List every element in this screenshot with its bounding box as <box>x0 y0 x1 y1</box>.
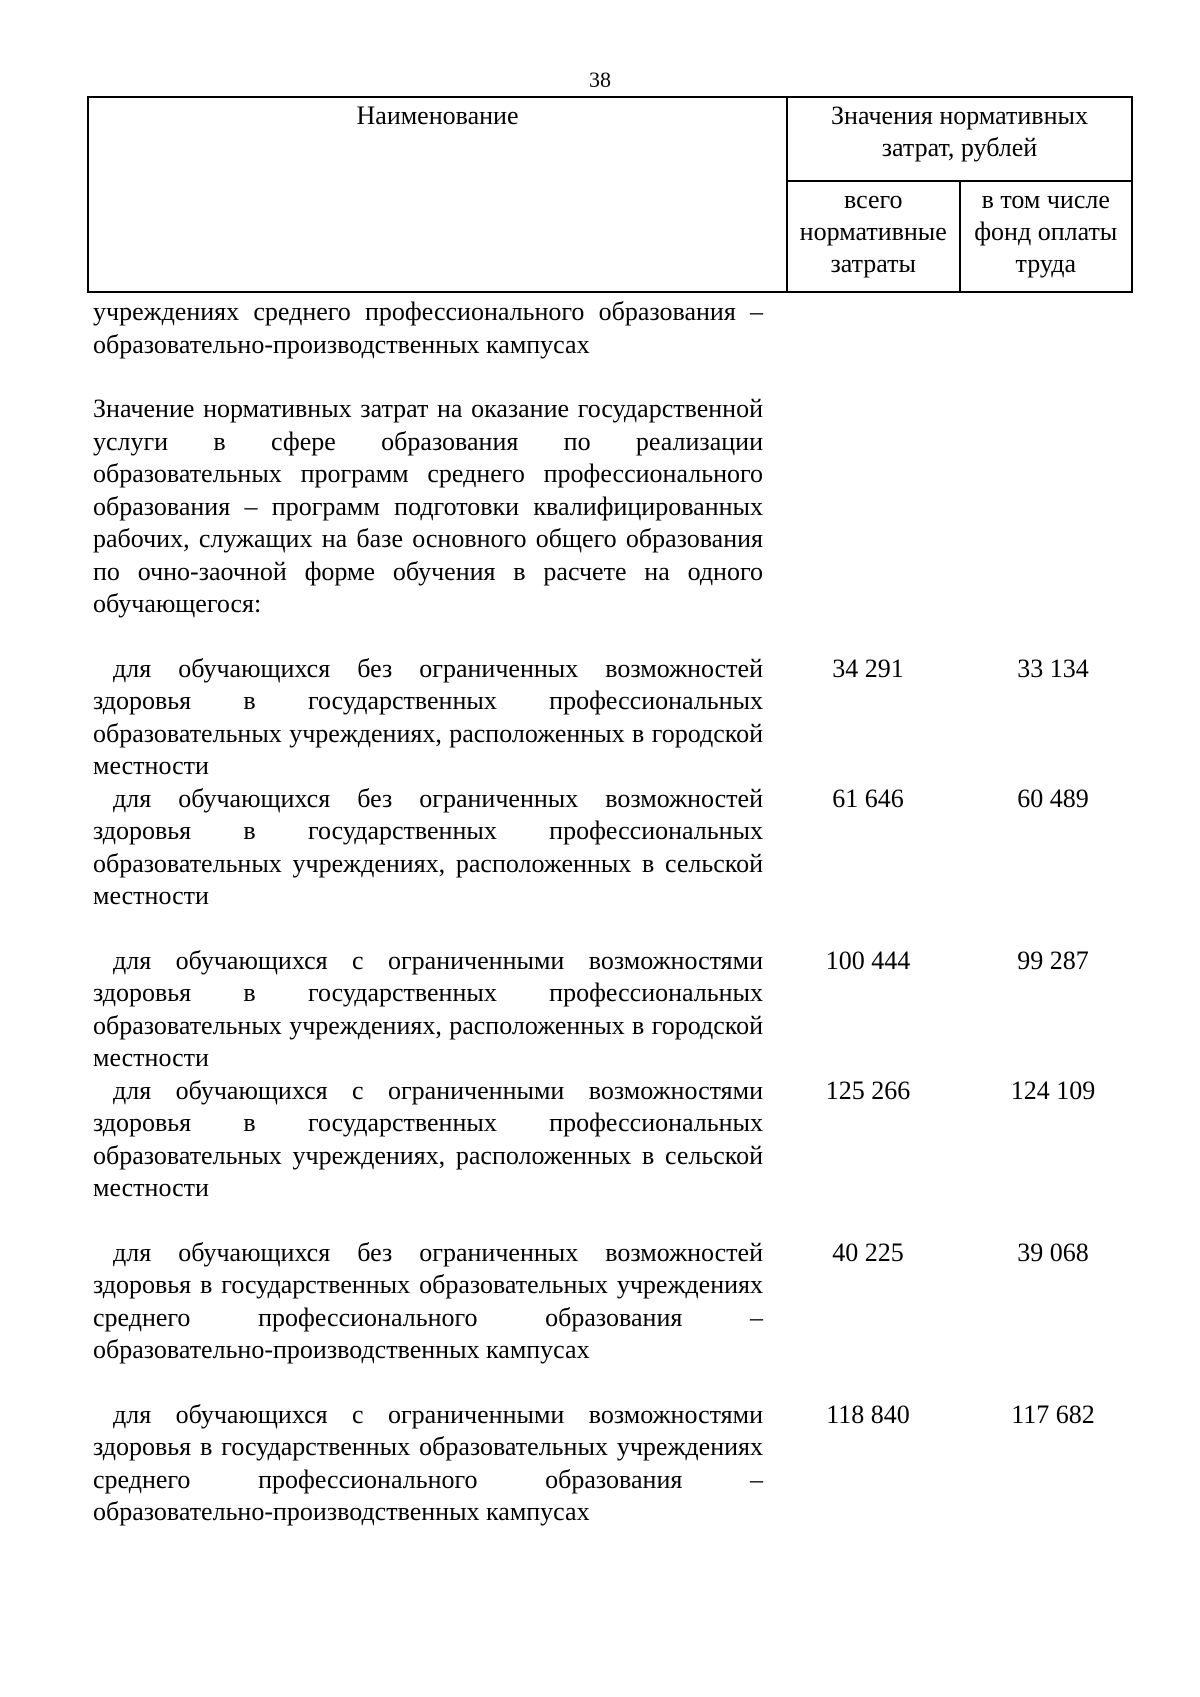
row-fot-value: 99 287 <box>1017 945 1089 975</box>
header-name-cell: Наименование <box>88 97 787 292</box>
section-heading-row <box>93 393 1133 621</box>
table-row <box>93 1075 1133 1205</box>
row-fot-value: 117 682 <box>1011 1399 1095 1429</box>
header-values-group-cell: Значения нормативных затрат, рублей <box>787 97 1132 181</box>
table-row <box>93 945 1133 1075</box>
row-fot-value: 124 109 <box>1010 1075 1096 1105</box>
row-description: для обучающихся без ограниченных возможностей здоровья в государственных образовательных учреждениях среднего профессионального образования – образовательно-производственных кампусах <box>93 1237 763 1364</box>
section-heading: Значение нормативных затрат на оказание государственной услуги в сфере образования по реализации образовательных программ среднего профессионального образования – программ подготовки квалифицированных рабочих, служащих на базе основного общего образования по очно-заочной форме обучения в расчете на одного обучающегося: <box>93 394 763 618</box>
row-description: для обучающихся с ограниченными возможностями здоровья в государственных профессиональных образовательных учреждениях, расположенных в городской местности <box>93 945 763 1072</box>
row-description: для обучающихся без ограниченных возможностей здоровья в государственных профессиональных образовательных учреждениях, расположенных в сельской местности <box>93 783 763 910</box>
continuation-text: учреждениях среднего профессионального образования – образовательно-производственных кампусах <box>93 297 763 359</box>
row-description: для обучающихся с ограниченными возможностями здоровья в государственных образовательных учреждениях среднего профессионального образования – образовательно-производственных кампусах <box>93 1399 763 1526</box>
row-fot-value: 39 068 <box>1017 1237 1089 1267</box>
row-total-value: 118 840 <box>826 1399 910 1429</box>
row-total-value: 61 646 <box>832 783 904 813</box>
table-row <box>93 1399 1133 1529</box>
row-description: для обучающихся без ограниченных возможностей здоровья в государственных профессиональных образовательных учреждениях, расположенных в городской местности <box>93 653 763 780</box>
table-body <box>93 296 1133 1529</box>
table-header <box>87 96 1133 293</box>
row-fot-value: 60 489 <box>1017 783 1089 813</box>
table-row <box>93 783 1133 913</box>
row-fot-value: 33 134 <box>1017 653 1089 683</box>
row-description: для обучающихся с ограниченными возможностями здоровья в государственных профессиональных образовательных учреждениях, расположенных в сельской местности <box>93 1075 763 1202</box>
row-total-value: 125 266 <box>825 1075 911 1105</box>
row-total-value: 34 291 <box>832 653 904 683</box>
header-total-cell: всего нормативные затраты <box>787 181 960 292</box>
row-total-value: 40 225 <box>832 1237 904 1267</box>
header-fot-cell: в том числе фонд оплаты труда <box>960 181 1133 292</box>
row-total-value: 100 444 <box>825 945 911 975</box>
page-number: 38 <box>589 67 611 92</box>
table-row <box>93 653 1133 783</box>
continuation-row <box>93 296 1133 361</box>
table-row <box>93 1237 1133 1367</box>
